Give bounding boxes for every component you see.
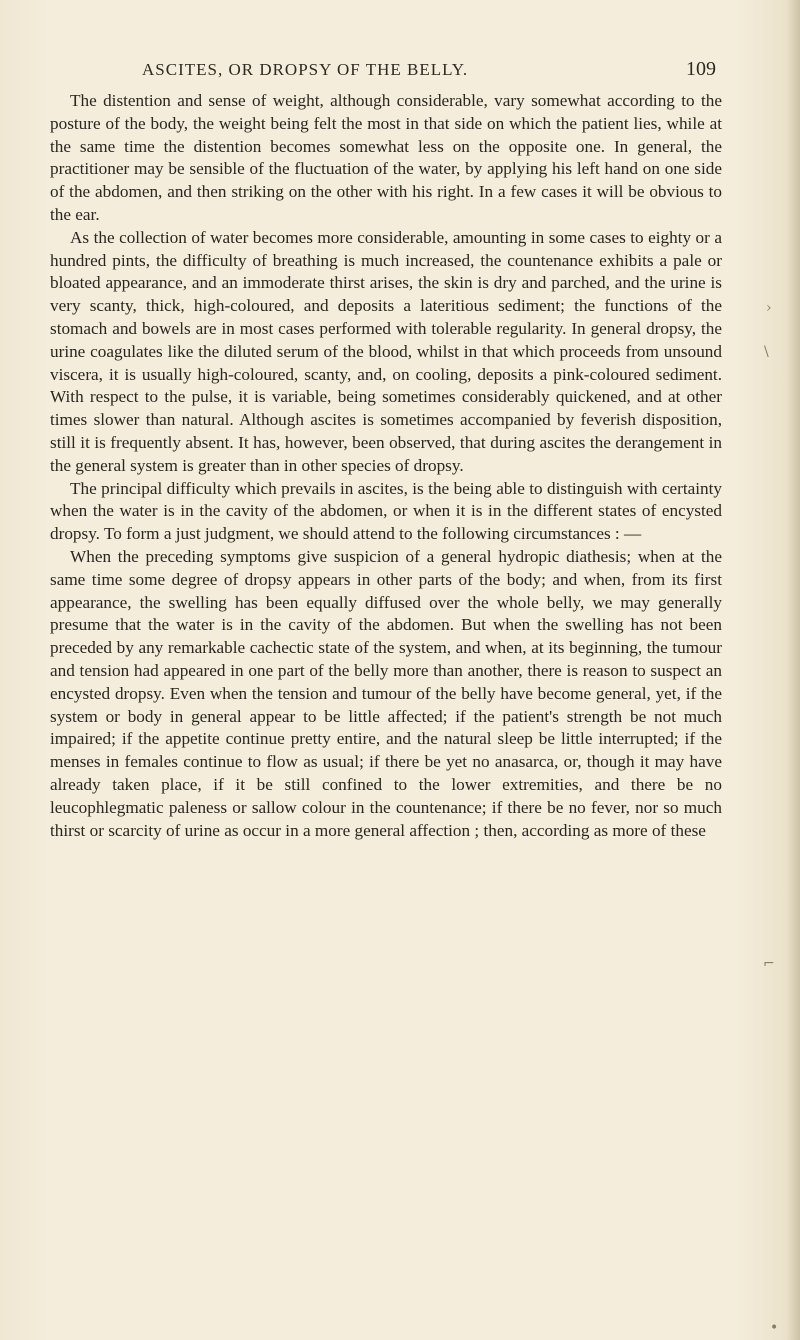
paragraph: The principal difficulty which prevails in ascites, is the being able to distinguish with certainty when the water is in the cavity of the abdomen, or when it is in the different states of encysted dropsy. To form a just judgment, we should attend to the following circumstances : — bbox=[50, 478, 722, 544]
page-header bbox=[86, 56, 716, 84]
body-text bbox=[50, 90, 722, 842]
margin-mark-icon: › bbox=[766, 300, 772, 316]
paragraph: The distention and sense of weight, although considerable, vary somewhat according to the posture of the body, the weight being felt the most in that side on which the patient lies, while at the same time the distention becomes somewhat less on the opposite one. In general, the practitioner may be sensible of the fluctuation of the water, by applying his left hand on one side of the abdomen, and then striking on the other with his right. In a few cases it will be obvious to the ear. bbox=[50, 91, 722, 224]
margin-mark-icon: \ bbox=[764, 344, 769, 360]
paragraph: As the collection of water becomes more considerable, amounting in some cases to eighty or a hundred pints, the difficulty of breathing is much increased, the countenance exhibits a pale or bloated appearance, and an immoderate thirst arises, the skin is dry and parched, and the urine is very scanty, thick, high-coloured, and deposits a lateritious sediment; the functions of the stomach and bowels are in most cases performed with tolerable regularity. In general dropsy, the urine coagulates like the diluted serum of the blood, whilst in that which proceeds from unsound viscera, it is usually high-coloured, scanty, and, on cooling, deposits a pink-coloured sediment. With respect to the pulse, it is variable, being sometimes considerably quickened, and at other times slower than natural. Although ascites is sometimes accompanied by feverish disposition, still it is frequently absent. It has, however, been observed, that during ascites the derangement in the general system is greater than in other species of dropsy. bbox=[50, 227, 722, 475]
page-number: 109 bbox=[686, 58, 716, 80]
margin-mark-icon: ⌐ bbox=[763, 956, 775, 972]
page-edge-shadow bbox=[786, 0, 800, 1340]
margin-mark-icon: • bbox=[770, 1320, 779, 1336]
running-head: ASCITES, OR DROPSY OF THE BELLY. bbox=[142, 60, 469, 79]
paragraph: When the preceding symptoms give suspicion of a general hydropic diathesis; when at the same time some degree of dropsy appears in other parts of the body; and when, from its first appearance, the swelling has been equally diffused over the whole belly, we may generally presume that the water is in the cavity of the abdomen. But when the swelling has not been preceded by any remarkable cachectic state of the system, and when, at its beginning, the tumour and tension had appeared in one part of the belly more than another, there is reason to suspect an encysted dropsy. Even when the tension and tumour of the belly have become general, yet, if the system or body in general appear to be little affected; if the patient's strength be not much impaired; if the appetite continue pretty entire, and the natural sleep be little interrupted; if the menses in females continue to flow as usual; if there be yet no anasarca, or, though it may have already taken place, if it be still confined to the lower extremities, and there be no leucophlegmatic paleness or sallow colour in the countenance; if there be no fever, nor so much thirst or scarcity of urine as occur in a more general affection ; then, according as more of these bbox=[50, 546, 722, 840]
